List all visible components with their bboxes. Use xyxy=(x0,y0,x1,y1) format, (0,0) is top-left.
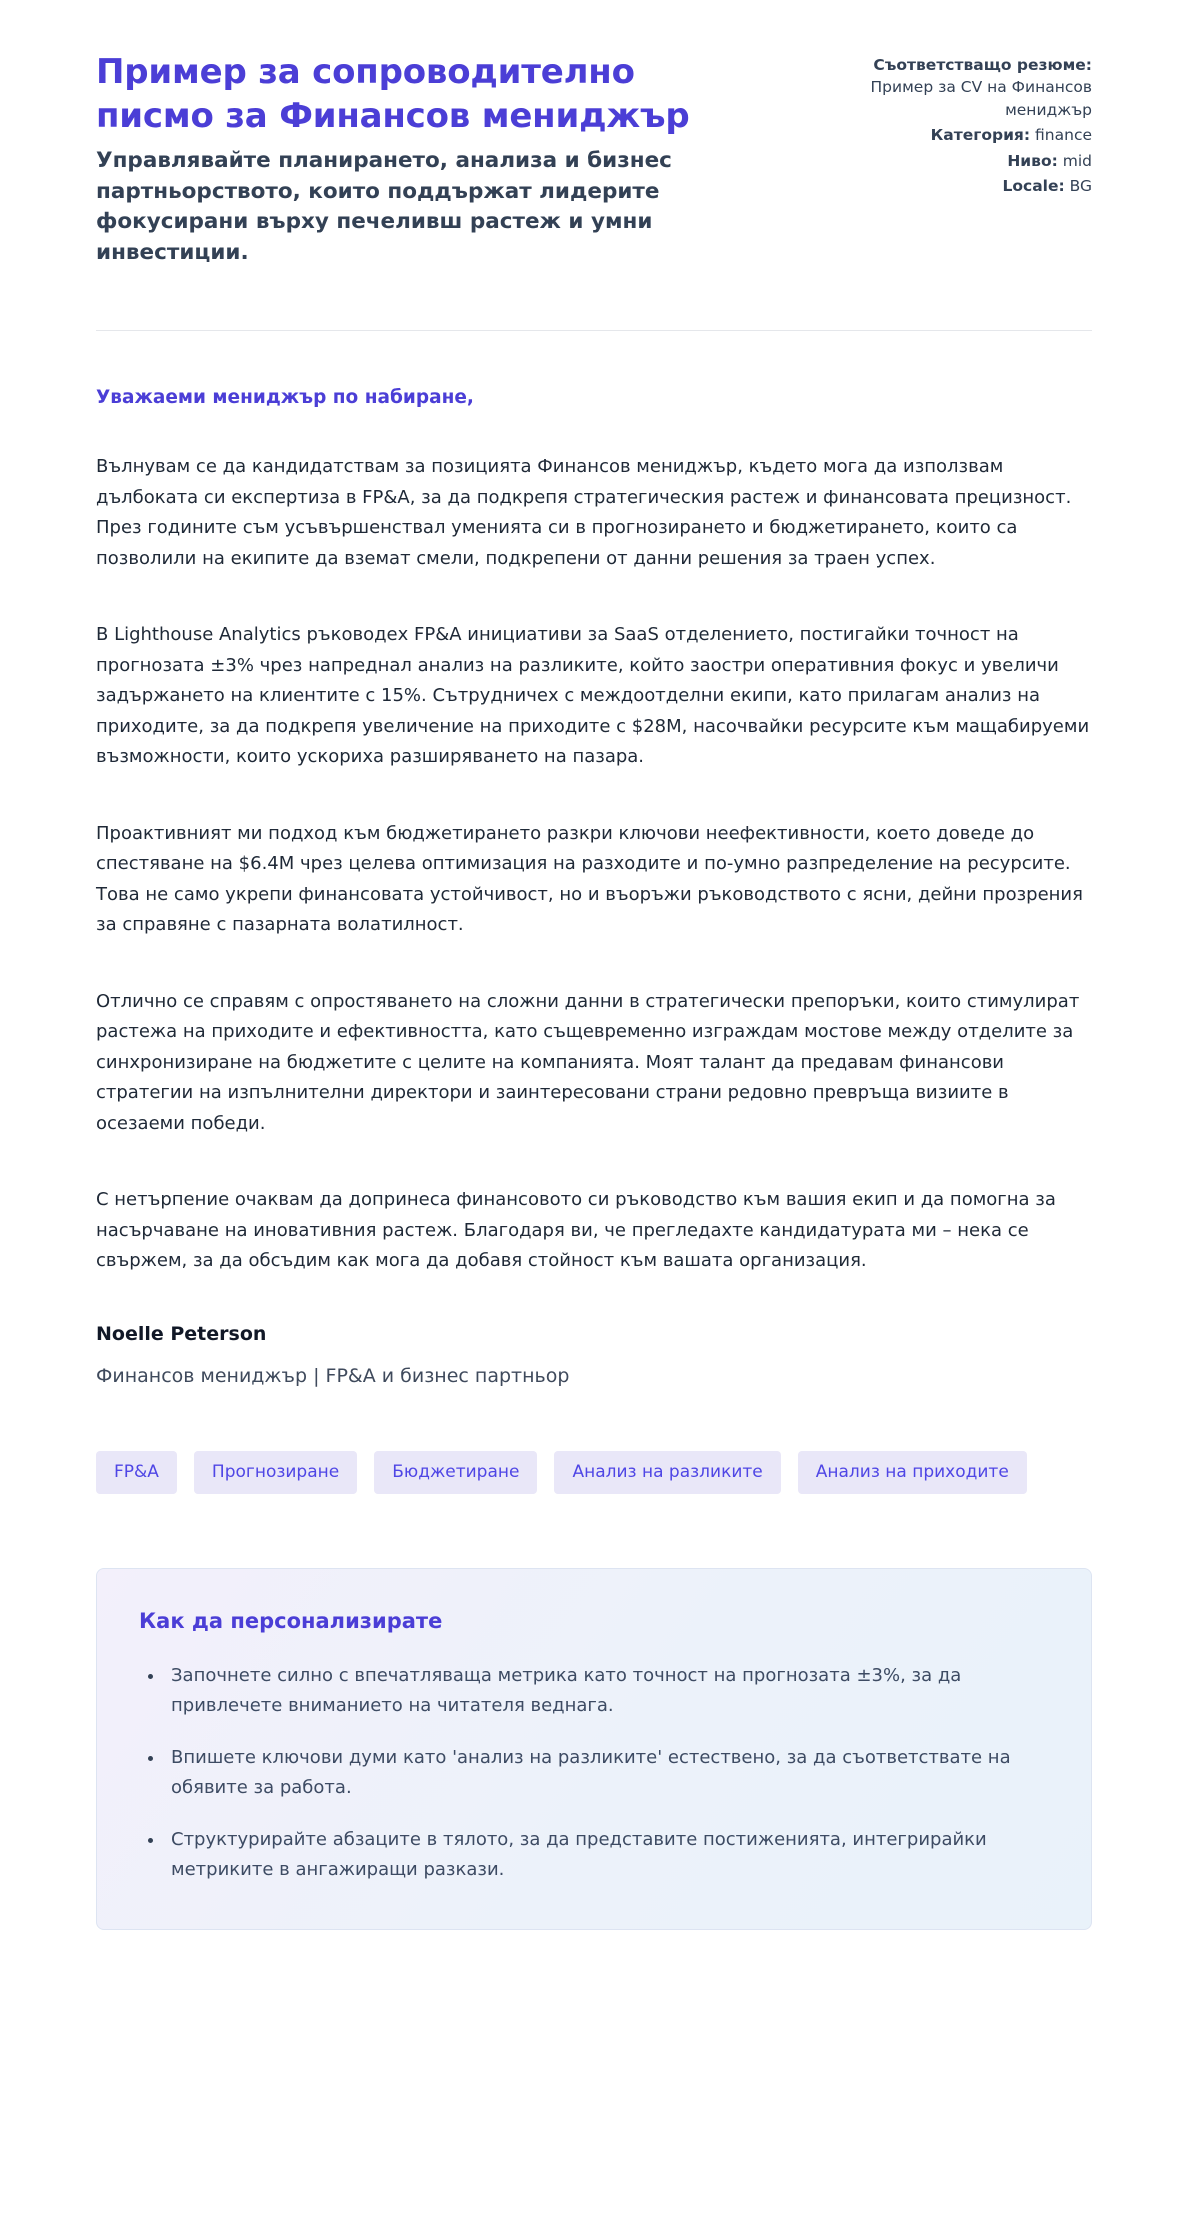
meta-item xyxy=(840,54,1092,121)
callout-bullet: • Впишете ключови думи като 'анализ на разликите' естествено, за да съответствате на обявите за работа. xyxy=(165,1743,1045,1803)
meta-panel xyxy=(840,50,1092,201)
tag-chip: Анализ на разликите xyxy=(554,1451,780,1494)
signature-name: Noelle Peterson xyxy=(96,1322,267,1345)
meta-value: BG xyxy=(1069,177,1092,196)
header xyxy=(96,50,1092,268)
meta-item xyxy=(840,175,1092,197)
letter-paragraph: Проактивният ми подход към бюджетирането разкри ключови неефективности, което доведе до спестяване на $6.4M чрез целева оптимизация на разходите и по-умно разпределение на ресурсите. Това не само укрепи финансовата устойчивост, но и въоръжи ръководството с ясни, дейни прозрения за справяне с пазарната волатилност. xyxy=(96,822,1083,936)
personalize-callout xyxy=(96,1568,1092,1930)
tag-list xyxy=(96,1451,1092,1494)
callout-bullet-list xyxy=(139,1661,1057,1885)
letter-paragraph: Вълнувам се да кандидатствам за позицията Финансов мениджър, където мога да използвам дълбоката си експертиза в FP&A, за да подкрепя стратегическия растеж и финансовата прецизност. През годините съм усъвършенствал уменията си в прогнозирането и бюджетирането, които са позволили на екипите да вземат смели, подкрепени от данни решения за траен успех. xyxy=(96,456,1072,569)
cover-letter xyxy=(96,387,1092,1387)
meta-label: Съответстващо резюме: xyxy=(873,56,1092,74)
tag-chip: Бюджетиране xyxy=(374,1451,537,1494)
page-subtitle: Управлявайте планирането, анализа и бизнес партньорството, които поддържат лидерите фокусирани върху печеливш растеж и умни инвестиции. xyxy=(96,148,672,265)
signature-title: Финансов мениджър | FP&A и бизнес партньор xyxy=(96,1364,570,1387)
tag-chip: Анализ на приходите xyxy=(798,1451,1027,1494)
tag-chip: Прогнозиране xyxy=(194,1451,357,1494)
meta-value: finance xyxy=(1035,126,1092,145)
callout-bullet: • Започнете силно с впечатляваща метрика като точност на прогнозата ±3%, за да привлечете вниманието на читателя веднага. xyxy=(165,1661,1045,1721)
meta-item xyxy=(840,124,1092,146)
letter-body xyxy=(96,452,1092,1277)
page-title: Пример за сопроводително писмо за Финансов мениджър xyxy=(96,52,690,137)
divider xyxy=(96,330,1092,331)
meta-value: mid xyxy=(1062,151,1092,170)
letter-paragraph: Отлично се справям с опростяването на сложни данни в стратегически препоръки, които стимулират растежа на приходите и ефективността, като същевременно изграждам мостове между отделите за синхронизиране на бюджетите с целите на компанията. Моят талант да предавам финансови стратегии на изпълнителни директори и заинтересовани страни редовно превръща визиите в осезаеми победи. xyxy=(96,990,1080,1134)
meta-value: Пример за CV на Финансов мениджър xyxy=(870,78,1092,119)
callout-bullet: • Структурирайте абзаците в тялото, за да представите постиженията, интегрирайки метриките в ангажиращи разкази. xyxy=(165,1825,1045,1885)
tag-chip: FP&A xyxy=(96,1451,177,1494)
letter-paragraph: В Lighthouse Analytics ръководех FP&A инициативи за SaaS отделението, постигайки точност на прогнозата ±3% чрез напреднал анализ на разликите, който заостри оперативния фокус и увеличи задържането на клиентите с 15%. Сътрудничех с междоотделни екипи, като прилагам анализ на приходите, за да подкрепя увеличение на приходите с $28M, насочвайки ресурсите към мащабируеми възможности, които ускориха разширяването на пазара. xyxy=(96,624,1090,768)
meta-label: Locale: xyxy=(1002,177,1065,196)
meta-label: Ниво: xyxy=(1007,151,1058,170)
callout-title: Как да персонализирате xyxy=(139,1608,443,1633)
meta-label: Категория: xyxy=(930,126,1031,145)
greeting: Уважаеми мениджър по набиране, xyxy=(96,387,474,409)
header-left xyxy=(96,50,721,268)
meta-item xyxy=(840,150,1092,172)
letter-paragraph: С нетърпение очаквам да допринеса финансовото си ръководство към вашия екип и да помогна за насърчаване на иновативния растеж. Благодаря ви, че прегледахте кандидатурата ми – нека се свържем, за да обсъдим как мога да добавя стойност към вашата организация. xyxy=(96,1189,1056,1272)
